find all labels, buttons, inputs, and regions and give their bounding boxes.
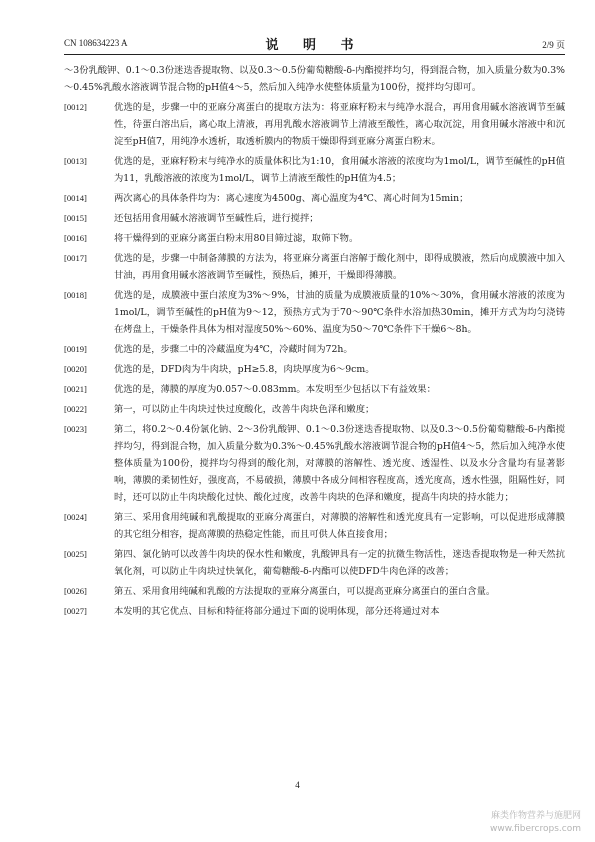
- paragraph-text: 第四、氯化钠可以改善牛肉块的保水性和嫩度，乳酸钾具有一定的抗微生物活性，迷迭香提取物是一种天然抗氧化剂，可以防止牛肉块过快氧化，葡萄糖酸-δ-内酯可以使DFD牛肉色泽的改善；: [114, 549, 565, 577]
- page-indicator: 2/9 页: [542, 40, 565, 50]
- paragraph-text: 本发明的其它优点、目标和特征将部分通过下面的说明体现，部分还将通过对本: [114, 606, 440, 617]
- paragraph-number: [0017]: [64, 253, 87, 263]
- paragraph-number: [0015]: [64, 213, 87, 223]
- paragraph: [64, 361, 565, 378]
- paragraph-number: [0013]: [64, 156, 87, 166]
- paragraph-text: 优选的是，步骤一中制备薄膜的方法为，将亚麻分离蛋白溶解于酸化剂中，即得成膜液，然后向成膜液中加入甘油，再用食用碱水溶液调节至碱性，预热后，摊开，干燥即得薄膜。: [114, 253, 565, 281]
- paragraph: [64, 401, 565, 418]
- watermark: [490, 810, 581, 836]
- paragraph: [64, 381, 565, 398]
- paragraph-number: [0023]: [64, 424, 87, 434]
- document-body: [64, 62, 565, 623]
- paragraph-number: [0026]: [64, 586, 87, 596]
- paragraph: [64, 287, 565, 338]
- paragraph-text: 两次离心的具体条件均为：离心速度为4500g、离心温度为4℃、离心时间为15min；: [114, 193, 469, 204]
- paragraph-text: 第三、采用食用纯碱和乳酸提取的亚麻分离蛋白，对薄膜的溶解性和透光度具有一定影响，可以促进形成薄膜的其它组分相容，提高薄膜的热稳定性能，而且可供人体直接食用；: [114, 512, 565, 540]
- paragraph-text: 优选的是，步骤二中的冷藏温度为4℃，冷藏时间为72h。: [114, 344, 353, 355]
- paragraph-number: [0020]: [64, 364, 87, 374]
- paragraph: [64, 210, 565, 227]
- paragraph: [64, 341, 565, 358]
- paragraph-number: [0016]: [64, 233, 87, 243]
- paragraph: [64, 190, 565, 207]
- paragraph-text: 优选的是，亚麻籽粉末与纯净水的质量体积比为1:10，食用碱水溶液的浓度均为1mol/L，调节至碱性的pH值为11，乳酸溶液的浓度为1mol/L，调节上清液至酸性的pH值为4.5；: [114, 156, 565, 184]
- paragraph-text: 还包括用食用碱水溶液调节至碱性后，进行搅拌；: [114, 213, 319, 224]
- paragraph: [64, 153, 565, 187]
- paragraph-number: [0012]: [64, 102, 87, 112]
- paragraph-number: [0027]: [64, 606, 87, 616]
- paragraph-text: 优选的是，成膜液中蛋白浓度为3%～9%，甘油的质量为成膜液质量的10%～30%，食用碱水溶液的浓度为1mol/L，调节至碱性的pH值为9～12，预热方式为于70～90℃条件水浴加热30min，摊开方式为均匀浇铸在烤盘上，干燥条件具体为相对湿度50%～60%、温度为50～70℃条件下干燥6～8h。: [114, 290, 565, 335]
- paragraph-text: 第一，可以防止牛肉块过快过度酸化，改善牛肉块色泽和嫩度；: [114, 404, 375, 415]
- paragraph-number: [0018]: [64, 290, 87, 300]
- paragraph-text: 优选的是，薄膜的厚度为0.057～0.083mm。本发明至少包括以下有益效果：: [114, 384, 436, 395]
- paragraph: [64, 509, 565, 543]
- paragraph: [64, 230, 565, 247]
- page-number: 4: [295, 780, 300, 790]
- watermark-line2: www.fibercrops.com: [490, 824, 581, 834]
- paragraph-number: [0021]: [64, 384, 87, 394]
- paragraph: [64, 546, 565, 580]
- paragraph-text: 优选的是，步骤一中的亚麻分离蛋白的提取方法为：将亚麻籽粉末与纯净水混合，再用食用碱水溶液调节至碱性，待蛋白溶出后，离心取上清液，再用乳酸水溶液调节上清液至酸性，离心取沉淀，用食用碱水溶液中和沉淀至pH值7，用纯净水透析，取透析膜内的物质干燥即得到亚麻分离蛋白粉末。: [114, 102, 565, 147]
- paragraph: [64, 583, 565, 600]
- continuation-paragraph: ～3份乳酸钾、0.1～0.3份迷迭香提取物、以及0.3～0.5份葡萄糖酸-δ-内酯搅拌均匀，得到混合物，加入质量分数为0.3%～0.45%乳酸水溶液调节混合物的pH值4～5，然后加入纯净水使整体质量为100份，搅拌均匀即可。: [64, 65, 565, 93]
- paragraph-number: [0022]: [64, 404, 87, 414]
- watermark-line1: 麻类作物营养与施肥网: [490, 811, 581, 821]
- paragraph: [64, 603, 565, 620]
- paragraph-number: [0014]: [64, 193, 87, 203]
- document-title: 说 明 书: [265, 38, 364, 53]
- document-number: CN 108634223 A: [64, 38, 128, 48]
- paragraph: [64, 250, 565, 284]
- paragraph: [64, 421, 565, 506]
- paragraph-number: [0024]: [64, 512, 87, 522]
- paragraph-number: [0019]: [64, 344, 87, 354]
- paragraph-text: 第二，将0.2～0.4份氯化钠、2～3份乳酸钾、0.1～0.3份迷迭香提取物、以及0.3～0.5份葡萄糖酸-δ-内酯搅拌均匀，得到混合物，加入质量分数为0.3%～0.45%乳酸水溶液调节混合物的pH值4～5，然后加入纯净水使整体质量为100份，搅拌均匀得到的酸化剂，对薄膜的溶解性、透光度、透湿性、以及水分含量均有显著影响，薄膜的柔韧性好，强度高，不易破损，薄膜中各成分间相容程度高，透光度高，透水性强，阻隔性好，同时，还可以防止牛肉块酸化过快、酸化过度，改善牛肉块的色泽和嫩度，提高牛肉块的持水能力；: [114, 424, 565, 503]
- paragraph-text: 优选的是，DFD肉为牛肉块，pH≥5.8，肉块厚度为6～9cm。: [114, 364, 375, 375]
- paragraph-number: [0025]: [64, 549, 87, 559]
- paragraph: [64, 99, 565, 150]
- paragraph-list: [64, 99, 565, 620]
- page-header: [64, 34, 565, 55]
- paragraph-text: 第五、采用食用纯碱和乳酸的方法提取的亚麻分离蛋白，可以提高亚麻分离蛋白的蛋白含量。: [114, 586, 496, 597]
- paragraph-text: 将干燥得到的亚麻分离蛋白粉末用80目筛过滤，取筛下物。: [114, 233, 359, 244]
